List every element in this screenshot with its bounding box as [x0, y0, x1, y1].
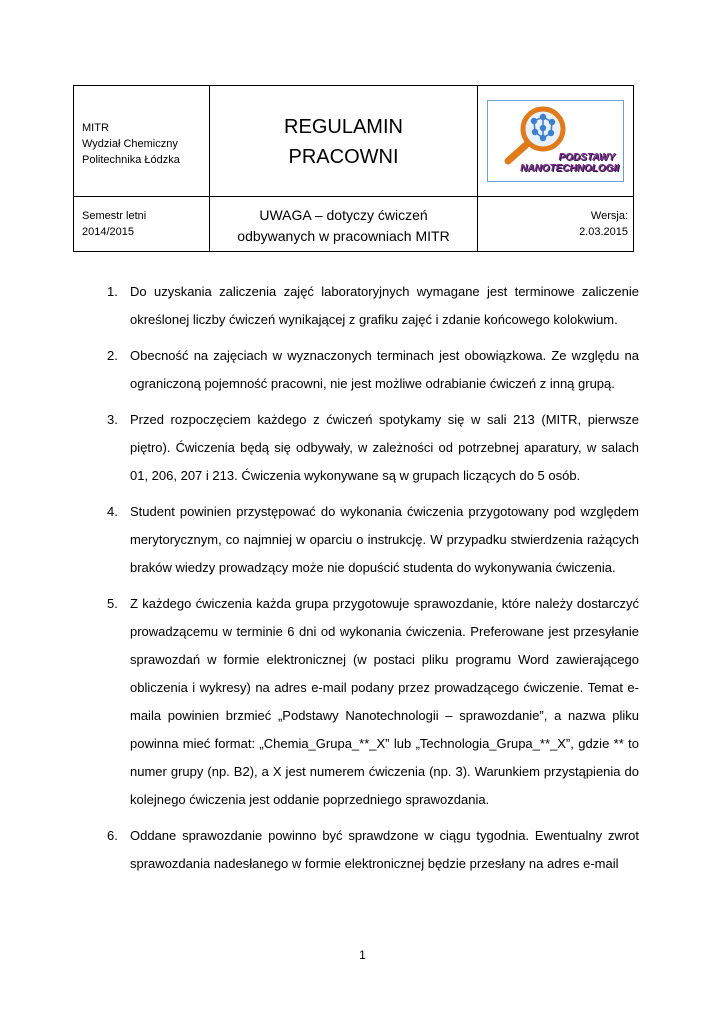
- rule-text: Z każdego ćwiczenia każda grupa przygotowuje sprawozdanie, które należy dostarczyć prowadzącemu w terminie 6 dni od wykonania ćwiczenia. Preferowane jest przesyłanie sprawozdań w formie elektronicznej (w postaci pliku programu Word zawierającego obliczenia i wykresy) na adres e-mail podany przez prowadzącego ćwiczenie. Temat e-maila powinien brzmieć „Podstawy Nanotechnologii – sprawozdanie”, a nazwa pliku powinna mieć format: „Chemia_Grupa_**_X” lub „Technologia_Grupa_**_X”, gdzie ** to numer grupy (np. B2), a X jest numerem ćwiczenia (np. 3). Warunkiem przystąpienia do kolejnego ćwiczenia jest oddanie poprzedniego sprawozdania.: [130, 596, 639, 807]
- semester-line: 2014/2015: [82, 226, 134, 238]
- notice-line: UWAGA – dotyczy ćwiczeń: [259, 207, 428, 223]
- title-line: PRACOWNI: [288, 146, 399, 168]
- course-logo: [487, 100, 624, 182]
- institution-line: MITR: [82, 122, 109, 134]
- semester-cell: [74, 196, 210, 252]
- logo-cell: [478, 86, 634, 196]
- rule-text: Student powinien przystępować do wykonania ćwiczenia przygotowany pod względem merytorycznym, co najmniej w oparciu o instrukcję. W przypadku stwierdzenia rażących braków wiedzy prowadzący może nie dopuścić studenta do wykonywania ćwiczenia.: [130, 504, 639, 575]
- rule-item: [107, 406, 639, 490]
- header-row-top: [74, 86, 633, 197]
- rule-text: Do uzyskania zaliczenia zajęć laboratoryjnych wymagane jest terminowe zaliczenie określonej liczby ćwiczeń wynikającej z grafiku zajęć i zdanie końcowego kolokwium.: [130, 284, 639, 327]
- logo-text-line: NANOTECHNOLOGII: [520, 163, 619, 174]
- rule-number: 5.: [107, 596, 118, 611]
- semester-text: [82, 208, 146, 240]
- rule-text: Przed rozpoczęciem każdego z ćwiczeń spotykamy się w sali 213 (MITR, pierwsze piętro). Ćwiczenia będą się odbywały, w zależności od potrzebnej aparatury, w salach 01, 206, 207 i 213. Ćwiczenia wykonywane są w grupach liczących do 5 osób.: [130, 412, 639, 483]
- rule-text: Obecność na zajęciach w wyznaczonych terminach jest obowiązkowa. Ze względu na ograniczoną pojemność pracowni, nie jest możliwe odrabianie ćwiczeń z inną grupą.: [130, 348, 639, 391]
- rules-list: [107, 278, 639, 886]
- rule-item: [107, 498, 639, 582]
- institution-text: [82, 120, 180, 168]
- version-text: [579, 208, 628, 240]
- rule-item: [107, 278, 639, 334]
- rule-number: 4.: [107, 504, 118, 519]
- rule-item: [107, 342, 639, 398]
- semester-line: Semestr letni: [82, 210, 147, 222]
- institution-line: Politechnika Łódzka: [82, 154, 180, 166]
- version-label: Wersja:: [590, 210, 628, 222]
- title-cell: [210, 86, 478, 196]
- rule-item: [107, 822, 639, 878]
- institution-cell: [74, 86, 210, 196]
- rule-item: [107, 590, 639, 814]
- title-line: REGULAMIN: [284, 116, 403, 138]
- notice-line: odbywanych w pracowniach MITR: [237, 228, 450, 244]
- document-title: [210, 112, 477, 172]
- notice-text: [210, 205, 477, 247]
- header-row-bottom: [74, 196, 633, 252]
- page-number: 1: [359, 948, 366, 962]
- version-date: 2.03.2015: [579, 226, 628, 238]
- rule-number: 1.: [107, 284, 118, 299]
- rule-number: 3.: [107, 412, 118, 427]
- rule-text: Oddane sprawozdanie powinno być sprawdzone w ciągu tygodnia. Ewentualny zwrot sprawozdania nadesłanego w formie elektronicznej będzie przesłany na adres e-mail: [130, 828, 639, 871]
- logo-text-line: PODSTAWY: [558, 152, 615, 163]
- notice-cell: [210, 196, 478, 252]
- rule-number: 2.: [107, 348, 118, 363]
- version-cell: [478, 196, 634, 252]
- rule-number: 6.: [107, 828, 118, 843]
- header-table: [73, 85, 634, 252]
- institution-line: Wydział Chemiczny: [82, 138, 178, 150]
